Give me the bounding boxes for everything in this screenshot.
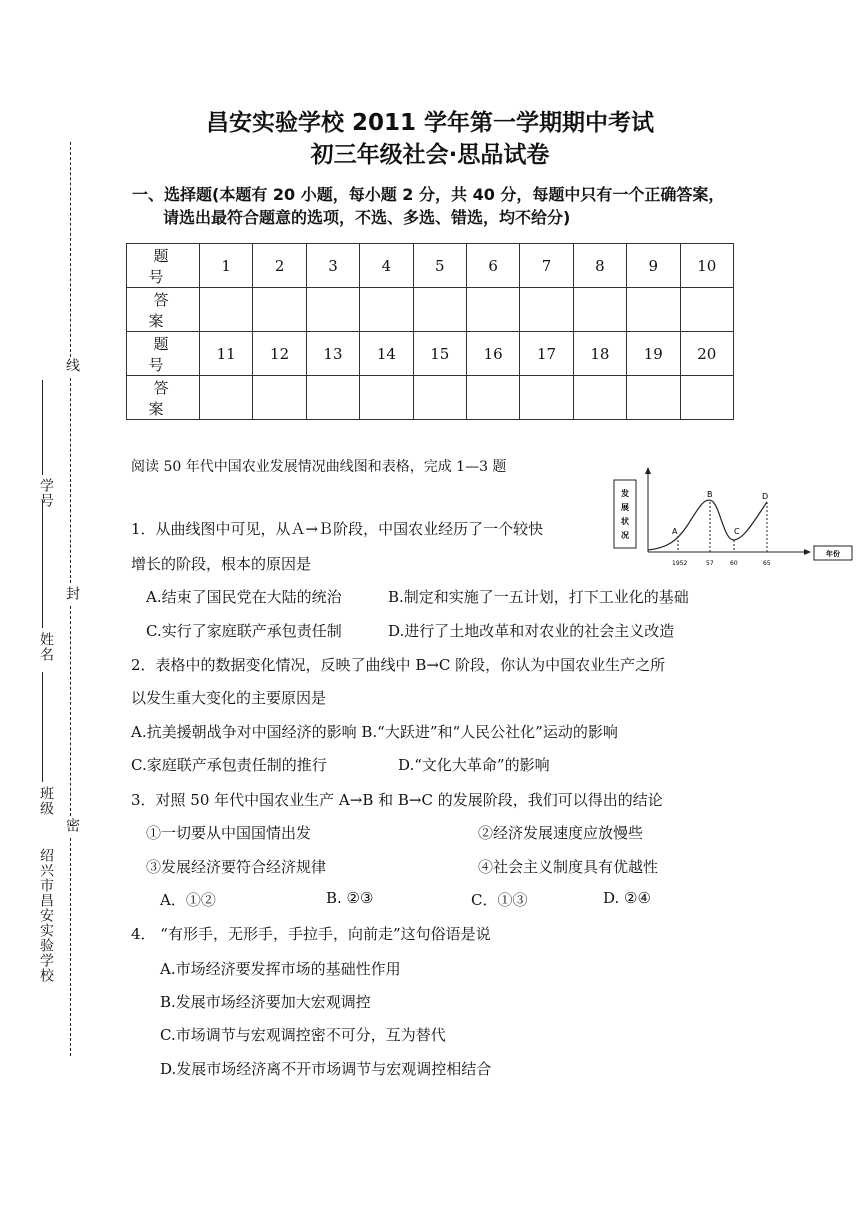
question-number-cell: 2 [253,244,306,288]
answer-cell [573,376,626,420]
question-number-cell: 5 [413,244,466,288]
exam-subtitle: 初三年级社会·思品试卷 [310,142,550,168]
class-label: 班级 [38,786,54,816]
point-label-c: C [734,527,740,536]
point-label-d: D [762,492,769,501]
q4-option-a: A.市场经济要发挥市场的基础性作用 [160,960,401,978]
answer-cell [360,288,413,332]
q1-option-c: C.实行了家庭联产承包责任制 [146,622,342,640]
question-number-cell: 19 [627,332,680,376]
section1-instruction-line1: 一、选择题(本题有 20 小题，每小题 2 分，共 40 分，每题中只有一个正确答案， [132,185,725,204]
question-number-cell: 4 [360,244,413,288]
x-axis-label: 年份 [826,550,840,558]
point-label-a: A [672,527,678,536]
table-row [127,332,734,376]
q3-stem: 3．对照 50 年代中国农业生产 A→B 和 B→C 的发展阶段，我们可以得出的结论 [131,791,663,809]
answer-cell [306,376,359,420]
question-number-cell: 20 [680,332,733,376]
question-number-label: 题 号 [127,244,200,288]
table-row [127,244,734,288]
q2-option-d: D.“文化大革命”的影响 [398,756,550,774]
question-number-cell: 16 [466,332,519,376]
answer-cell [413,376,466,420]
q2-stem-line2: 以发生重大变化的主要原因是 [131,689,327,707]
answer-cell [520,288,573,332]
answer-cell [627,376,680,420]
development-curve [648,500,767,550]
answer-cell [680,288,733,332]
q1-option-d: D.进行了土地改革和对农业的社会主义改造 [388,622,675,640]
question-number-cell: 1 [200,244,253,288]
answer-cell [200,288,253,332]
answer-cell [520,376,573,420]
binding-dashed-line-mid1 [70,378,71,583]
q3-statement-3: ③发展经济要符合经济规律 [146,858,327,876]
binding-secret-char: 密 [64,818,80,833]
q1-option-b: B.制定和实施了一五计划，打下工业化的基础 [388,588,689,606]
reading-intro: 阅读 50 年代中国农业发展情况曲线图和表格，完成 1—3 题 [131,459,507,475]
answer-cell [466,376,519,420]
question-number-cell: 8 [573,244,626,288]
q3-statement-4: ④社会主义制度具有优越性 [478,858,659,876]
binding-dashed-line-mid2 [70,606,71,816]
x-axis-arrow-icon [804,549,811,555]
q3-option-a: A．①② [160,891,216,909]
question-number-cell: 10 [680,244,733,288]
binding-line-char: 线 [64,358,80,373]
y-axis-label: 发展状况 [621,489,629,540]
agriculture-curve-figure [612,466,856,576]
school-label: 绍兴市昌安实验学校 [38,848,54,983]
question-number-label: 题 号 [127,332,200,376]
question-number-cell: 17 [520,332,573,376]
answer-label: 答 案 [127,288,200,332]
tick-label-1952: 1952 [672,560,688,567]
question-number-cell: 7 [520,244,573,288]
question-number-cell: 12 [253,332,306,376]
student-number-label: 学号 [38,478,54,508]
point-label-b: B [707,490,713,499]
question-number-cell: 3 [306,244,359,288]
question-number-cell: 18 [573,332,626,376]
answer-cell [306,288,359,332]
question-number-cell: 13 [306,332,359,376]
tick-label-65: 65 [763,560,771,567]
name-label: 姓名 [38,632,54,662]
q2-option-c: C.家庭联产承包责任制的推行 [131,756,327,774]
answer-cell [680,376,733,420]
class-blank [42,672,43,782]
table-row [127,376,734,420]
q4-option-b: B.发展市场经济要加大宏观调控 [160,993,371,1011]
answer-cell [466,288,519,332]
section1-instruction-line2: 请选出最符合题意的选项，不选、多选、错选，均不给分) [163,208,571,227]
q3-statement-2: ②经济发展速度应放慢些 [478,824,644,842]
q4-stem: 4． “有形手，无形手，手拉手，向前走”这句俗语是说 [131,925,491,943]
question-number-cell: 9 [627,244,680,288]
question-number-cell: 6 [466,244,519,288]
table-row [127,288,734,332]
q1-option-a: A.结束了国民党在大陆的统治 [146,588,342,606]
answer-label: 答 案 [127,376,200,420]
question-number-cell: 15 [413,332,466,376]
question-number-cell: 11 [200,332,253,376]
q1-stem-line1: 1．从曲线图中可见，从Ａ→Ｂ阶段，中国农业经历了一个较快 [131,520,544,538]
exam-title: 昌安实验学校 2011 学年第一学期期中考试 [205,110,655,136]
tick-label-60: 60 [730,560,738,567]
q2-stem-line1: 2．表格中的数据变化情况，反映了曲线中 B→C 阶段，你认为中国农业生产之所 [131,656,666,674]
q4-option-d: D.发展市场经济离不开市场调节与宏观调控相结合 [160,1060,492,1078]
binding-seal-char: 封 [64,586,80,601]
answer-cell [413,288,466,332]
q2-options-ab: A.抗美援朝战争对中国经济的影响 B.“大跃进”和“人民公社化”运动的影响 [131,723,618,741]
answer-cell [253,376,306,420]
q3-option-b: B. ②③ [326,889,374,907]
name-blank [42,500,43,628]
q3-statement-1: ①一切要从中国国情出发 [146,824,312,842]
binding-dashed-line-top [70,142,71,357]
binding-dashed-line-bottom [70,838,71,1056]
answer-cell [573,288,626,332]
q1-stem-line2: 增长的阶段，根本的原因是 [131,555,312,573]
student-number-blank [42,380,43,475]
q3-option-c: C．①③ [471,891,528,909]
answer-cell [360,376,413,420]
q4-option-c: C.市场调节与宏观调控密不可分，互为替代 [160,1026,446,1044]
answer-cell [200,376,253,420]
q3-option-d: D. ②④ [603,889,651,907]
y-axis-arrow-icon [645,467,651,474]
answer-cell [627,288,680,332]
tick-label-57: 57 [706,560,714,567]
answer-cell [253,288,306,332]
answer-table [126,243,734,420]
question-number-cell: 14 [360,332,413,376]
